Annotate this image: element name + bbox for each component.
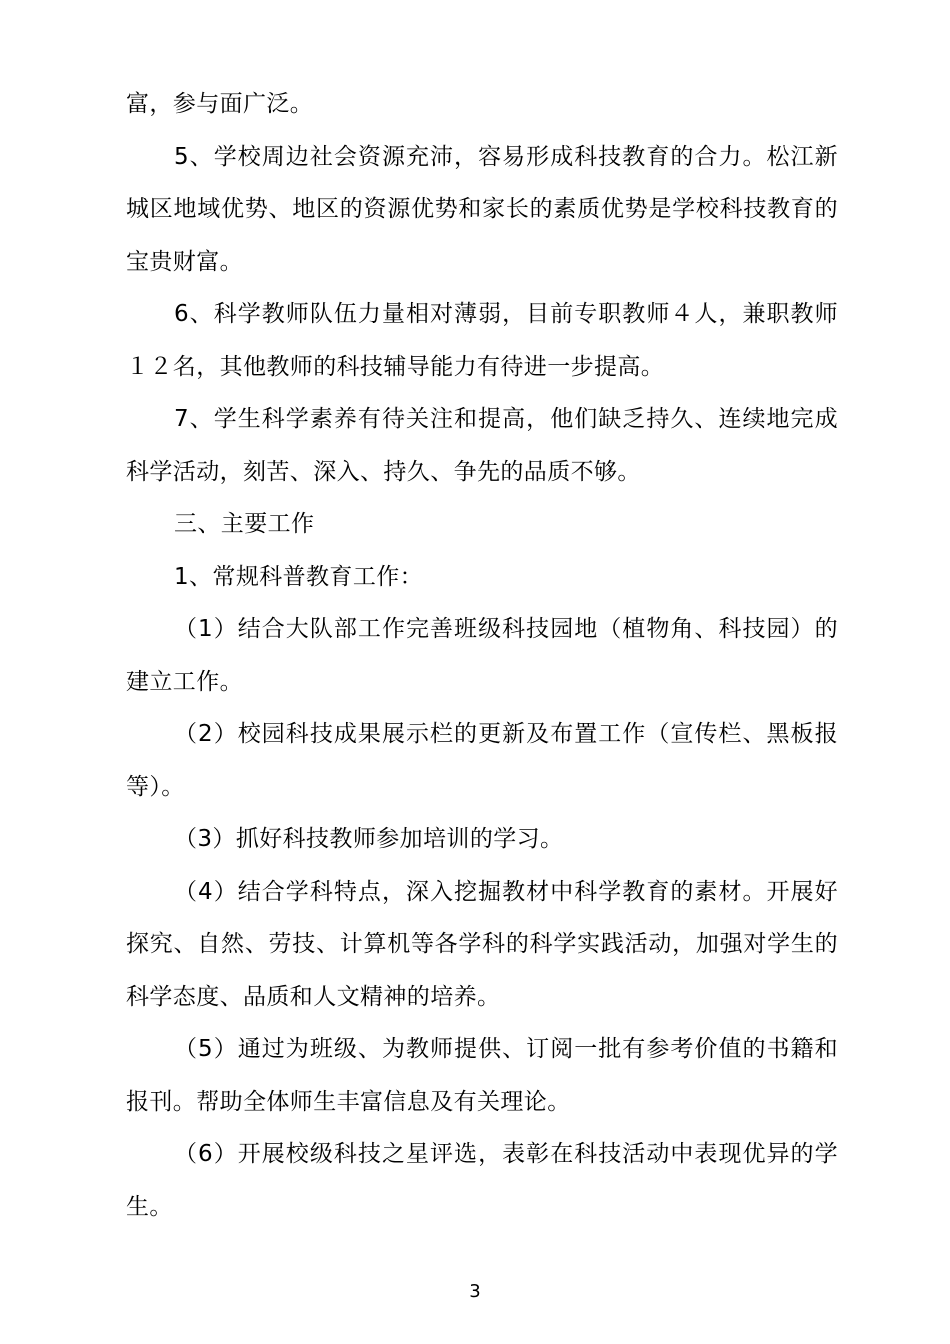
page-number: 3	[469, 1281, 481, 1302]
list-item-6: （6）开展校级科技之星评选，表彰在科技活动中表现优异的学生。	[126, 1141, 838, 1220]
paragraph-item-5: 5、学校周边社会资源充沛，容易形成科技教育的合力。松江新城区地域优势、地区的资源优势和家长的素质优势是学校科技教育的宝贵财富。	[126, 143, 838, 275]
document-body	[126, 78, 838, 1233]
list-item-2: （2）校园科技成果展示栏的更新及布置工作（宣传栏、黑板报等）。	[126, 721, 838, 800]
section-heading-main-work: 三、主要工作	[174, 511, 315, 537]
paragraph-continuation: 富，参与面广泛。	[126, 91, 314, 117]
list-item-5: （5）通过为班级、为教师提供、订阅一批有参考价值的书籍和报刊。帮助全体师生丰富信息及有关理论。	[126, 1036, 838, 1115]
list-item-1: （1）结合大队部工作完善班级科技园地（植物角、科技园）的建立工作。	[126, 616, 838, 695]
subheading-routine-science-education: 1、常规科普教育工作：	[174, 563, 424, 590]
list-item-3: （3）抓好科技教师参加培训的学习。	[174, 826, 564, 852]
paragraph-item-6: 6、科学教师队伍力量相对薄弱，目前专职教师４人，兼职教师１２名，其他教师的科技辅导能力有待进一步提高。	[126, 301, 838, 380]
paragraph-item-7: 7、学生科学素养有待关注和提高，他们缺乏持久、连续地完成科学活动，刻苦、深入、持久、争先的品质不够。	[126, 406, 838, 485]
list-item-4: （4）结合学科特点，深入挖掘教材中科学教育的素材。开展好探究、自然、劳技、计算机等各学科的科学实践活动，加强对学生的科学态度、品质和人文精神的培养。	[126, 878, 838, 1010]
